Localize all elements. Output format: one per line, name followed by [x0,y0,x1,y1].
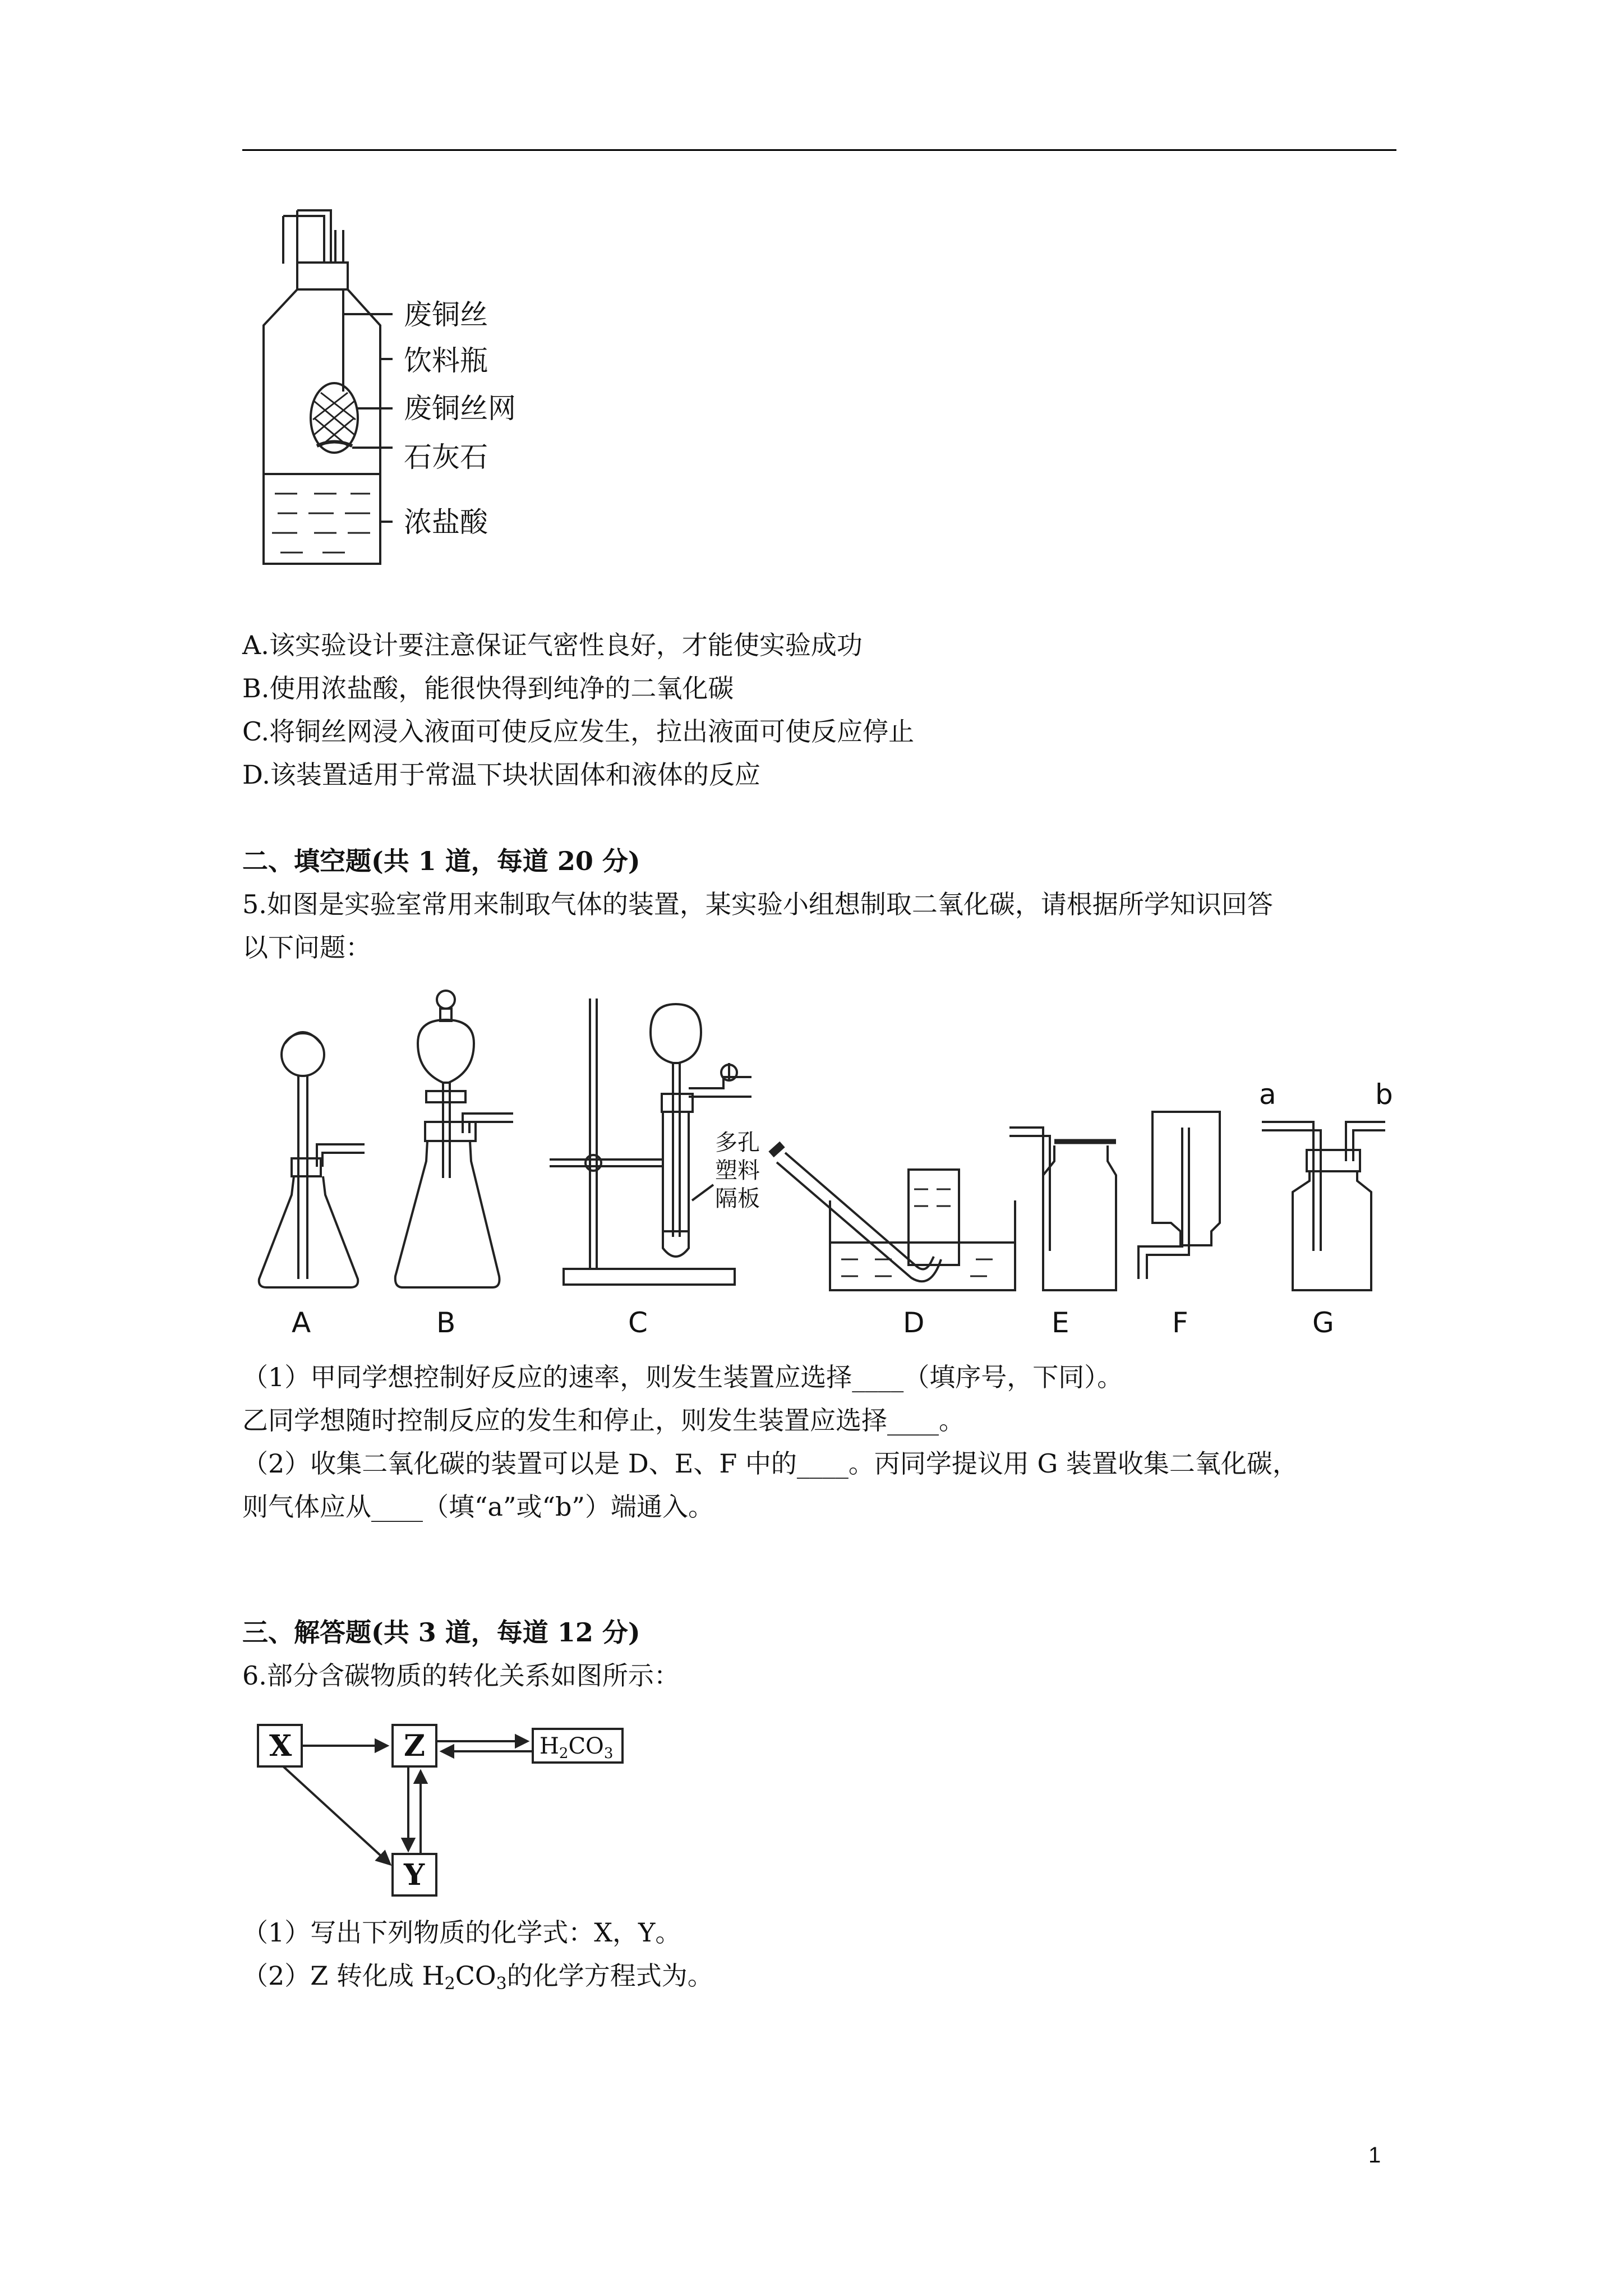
q5-text-line2: 以下问题： [242,932,371,963]
option-c: C.将铜丝网浸入液面可使反应发生，拉出液面可使反应停止 [242,716,915,747]
option-a: A.该实验设计要注意保证气密性良好，才能使实验成功 [242,630,863,660]
label-porous-1: 多孔 [715,1130,760,1156]
q6-sub2: （2）Z 转化成 $H_2CO_3$的化学方程式为。 [242,1961,713,1994]
page-number: 1 [1368,2143,1381,2168]
label-e: E [1052,1306,1069,1339]
label-limestone: 石灰石 [404,441,488,473]
q5-sub2-line1: （2）收集二氧化碳的装置可以是 D、E、F 中的____。丙同学提议用 G 装置收集二氧化碳， [242,1448,1298,1479]
label-port-b: b [1375,1078,1393,1111]
label-conc-hcl: 浓盐酸 [404,506,488,539]
label-copper-mesh: 废铜丝网 [404,392,516,425]
label-porous-3: 隔板 [715,1186,760,1212]
label-d: D [903,1306,925,1339]
label-porous-2: 塑料 [715,1158,760,1184]
label-c: C [628,1306,648,1339]
box-y-label: Y [404,1858,425,1892]
q6-sub1: （1）写出下列物质的化学式：X，Y。 [242,1917,681,1948]
option-b: B.使用浓盐酸，能很快得到纯净的二氧化碳 [242,673,734,703]
q5-text-line1: 5.如图是实验室常用来制取气体的装置，某实验小组想制取二氧化碳，请根据所学知识回答 [242,889,1273,919]
label-drink-bottle: 饮料瓶 [404,344,488,377]
q6-text-line1: 6.部分含碳物质的转化关系如图所示： [242,1660,680,1691]
label-b: B [436,1306,456,1339]
label-g: G [1312,1306,1334,1339]
label-f: F [1172,1306,1188,1339]
q5-sub2-line2: 则气体应从____（填“a”或“b”）端通入。 [242,1492,714,1522]
box-x-label: X [269,1729,292,1763]
section3-heading: 三、解答题(共 3 道，每道 12 分) [242,1617,640,1648]
label-waste-copper-wire: 废铜丝 [404,298,488,331]
label-a: A [292,1306,311,1339]
label-port-a: a [1259,1078,1276,1111]
box-z-label: Z [404,1729,425,1763]
q5-sub1-line2: 乙同学想随时控制反应的发生和停止，则发生装置应选择____。 [242,1405,965,1435]
q5-sub1-line1: （1）甲同学想控制好反应的速率，则发生装置应选择____（填序号，下同）。 [242,1362,1123,1392]
section2-heading: 二、填空题(共 1 道，每道 20 分) [242,846,640,876]
option-d: D.该装置适用于常温下块状固体和液体的反应 [242,760,760,790]
box-h2co3-label: $H_2CO_3$ [540,1733,614,1762]
